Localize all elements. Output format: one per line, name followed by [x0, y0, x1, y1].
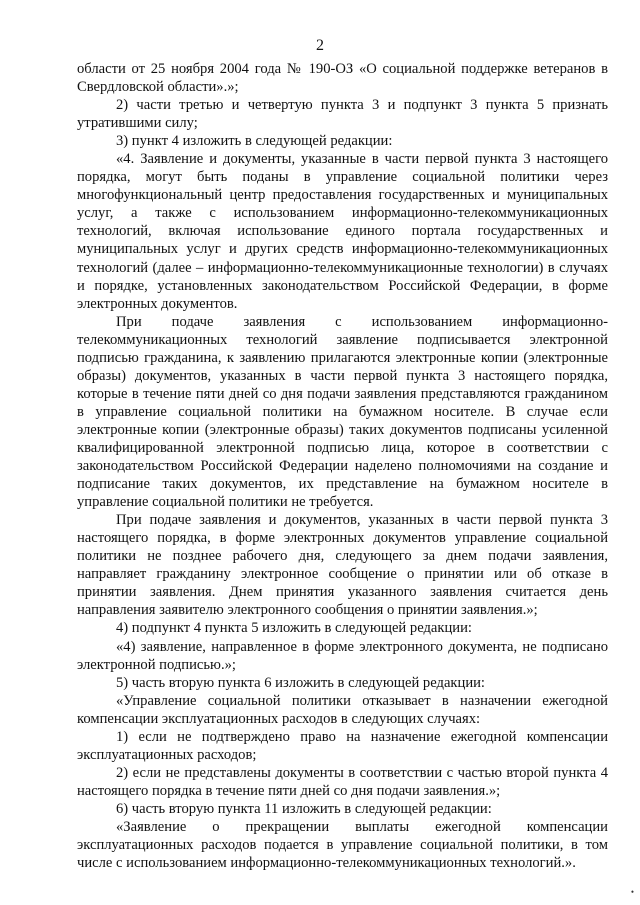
paragraph: 4) подпункт 4 пункта 5 изложить в следующей редакции:: [116, 620, 472, 637]
scan-mark: •: [630, 887, 634, 897]
paragraph: «Управление социальной политики отказывает в назначении ежегодной компенсации эксплуатационных расходов в следующих случаях:: [77, 692, 608, 727]
paragraph: «4. Заявление и документы, указанные в части первой пункта 3 настоящего порядка, могут быть поданы в управление социальной политики через многофункциональный центр предоставления государственных и муниципальных услуг, а также с использованием информационно-телекоммуникационных технологий, включая использование единого портала государственных и муниципальных услуг и других средств информационно-телекоммуникационных технологий (далее – информационно-телекоммуникационные технологии) в случаях и порядке, установленных законодательством Российской Федерации, в форме электронных документов.: [77, 151, 608, 312]
paragraph: 1) если не подтверждено право на назначение ежегодной компенсации эксплуатационных расходов;: [77, 728, 608, 763]
paragraph: При подаче заявления с использованием информационно-телекоммуникационных технологий заявление подписывается электронной подписью гражданина, к заявлению прилагаются электронные копии (электронные образы) документов, указанных в части первой пункта 3 настоящего порядка, которые в течение пяти дней со дня подачи заявления представляются гражданином в управление социальной политики на бумажном носителе. В случае если электронные копии (электронные образы) таких документов подписаны усиленной квалифицированной электронной подписью лица, которое в соответствии с законодательством Российской Федерации наделено полномочиями на создание и подписание таких документов, их представление на бумажном носителе в управление социальной политики не требуется.: [77, 313, 608, 511]
paragraph: 2) части третью и четвертую пункта 3 и подпункт 3 пункта 5 признать утратившими силу;: [77, 97, 608, 132]
paragraph: При подаче заявления и документов, указанных в части первой пункта 3 настоящего порядка, в форме электронных документов управление социальной политики не позднее рабочего дня, следующего за днем подачи заявления, направляет гражданину электронное сообщение о принятии или об отказе в принятии заявления. Днем принятия указанного заявления считается день направления заявителю электронного сообщения о принятии заявления.»;: [77, 512, 608, 619]
page-number: 2: [316, 37, 324, 54]
document-body: [77, 60, 608, 872]
paragraph: 2) если не представлены документы в соответствии с частью второй пункта 4 настоящего порядка в течение пяти дней со дня подачи заявления.»;: [77, 764, 608, 799]
paragraph: 3) пункт 4 изложить в следующей редакции:: [116, 133, 393, 150]
paragraph: 5) часть вторую пункта 6 изложить в следующей редакции:: [116, 674, 485, 691]
paragraph: «Заявление о прекращении выплаты ежегодной компенсации эксплуатационных расходов подается в управление социальной политики, в том числе с использованием информационно-телекоммуникационных технологий.».: [77, 818, 608, 872]
paragraph: области от 25 ноября 2004 года № 190-ОЗ «О социальной поддержке ветеранов в Свердловской области».»;: [77, 61, 608, 96]
paragraph: 6) часть вторую пункта 11 изложить в следующей редакции:: [116, 800, 492, 817]
paragraph: «4) заявление, направленное в форме электронного документа, не подписано электронной подписью.»;: [77, 638, 608, 673]
